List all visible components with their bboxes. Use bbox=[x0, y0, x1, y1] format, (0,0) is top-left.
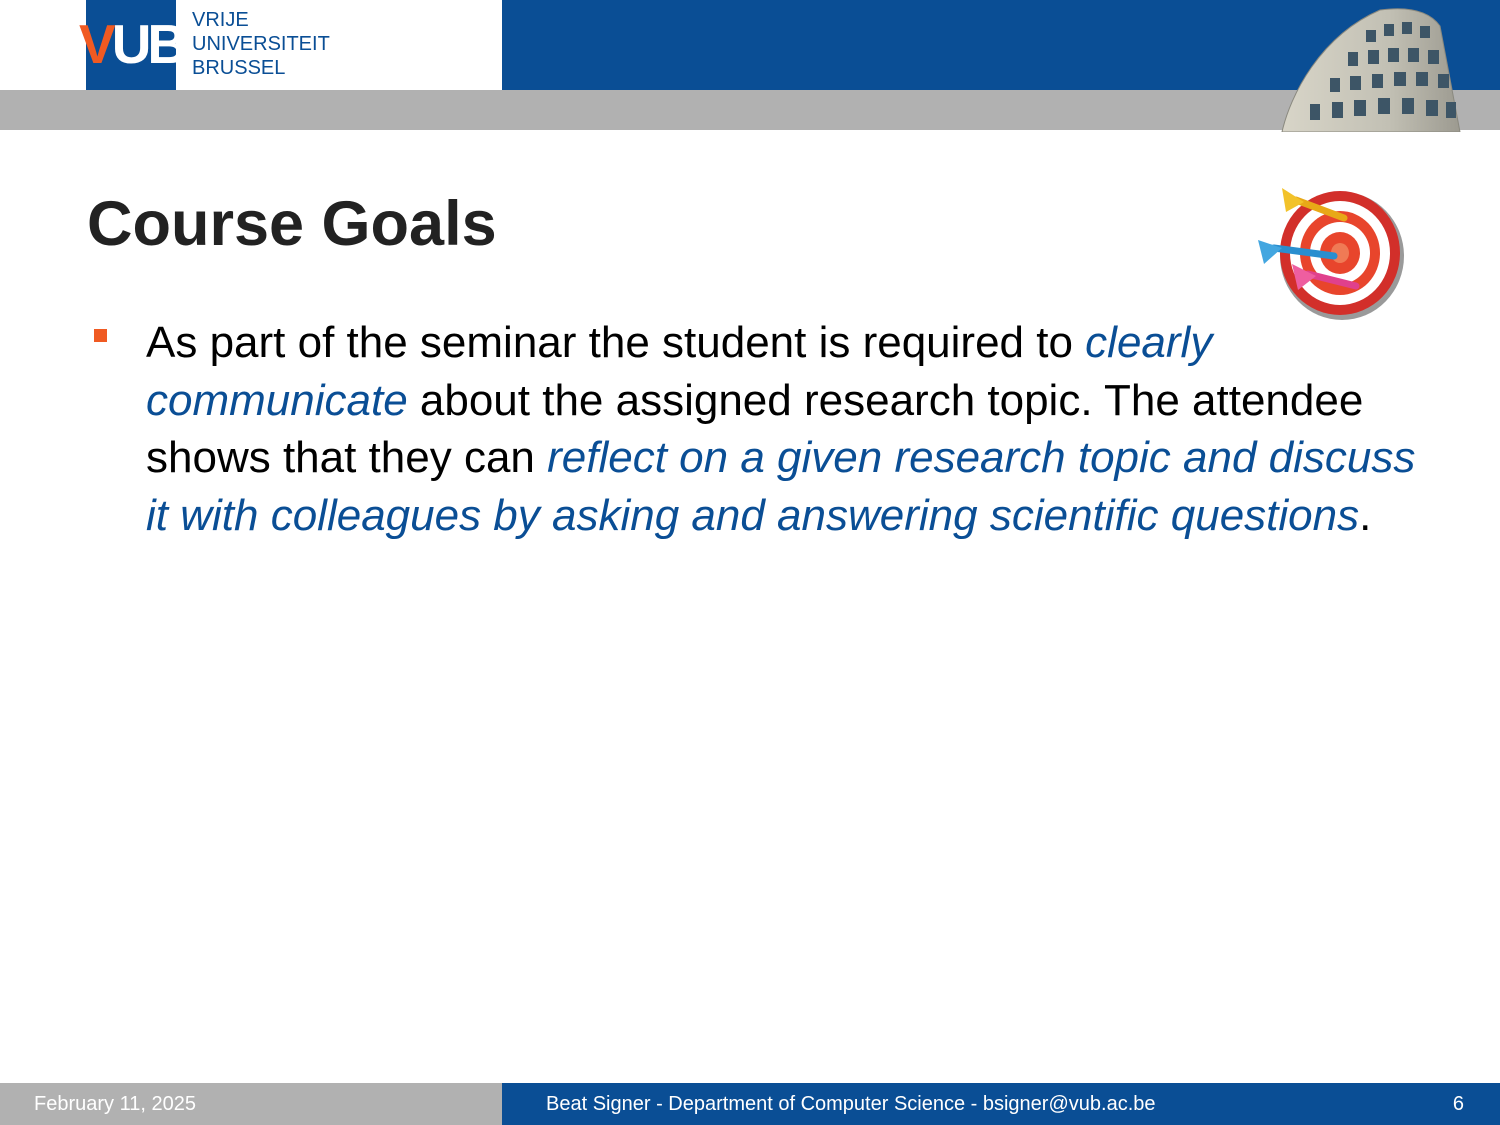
footer-author-info: Beat Signer - Department of Computer Science - bsigner@vub.ac.be bbox=[546, 1093, 1156, 1115]
university-name-line-2: UNIVERSITEIT bbox=[192, 33, 330, 55]
header-grey-band bbox=[0, 90, 1500, 130]
bullet-text-part-3: . bbox=[1359, 490, 1372, 540]
bullet-text-part-1: As part of the seminar the student is required to bbox=[146, 318, 1086, 367]
bullet-emphasis-1: clearly communicate bbox=[146, 318, 1213, 425]
slide-title: Course Goals bbox=[87, 189, 497, 259]
bullet-text-part-2: about the assigned research topic. The attendee shows that they can bbox=[146, 375, 1364, 482]
university-name bbox=[192, 8, 330, 80]
footer-page-number: 6 bbox=[1452, 1093, 1464, 1115]
vub-logo-ub: UB bbox=[111, 13, 184, 75]
vub-logo-mark bbox=[79, 13, 184, 75]
dartboard-target-icon bbox=[1252, 178, 1412, 328]
footer-date: February 11, 2025 bbox=[34, 1093, 196, 1115]
bullet-marker bbox=[94, 329, 107, 342]
university-name-line-3: BRUSSEL bbox=[192, 57, 286, 79]
bullet-emphasis-2: reflect on a given research topic and discuss it with colleagues by asking and answering scientific questions bbox=[146, 433, 1416, 540]
university-name-line-1: VRIJE bbox=[192, 9, 249, 31]
course-goal-bullet bbox=[146, 314, 1436, 544]
vub-logo-v: V bbox=[79, 13, 112, 75]
building-photo bbox=[1280, 6, 1470, 132]
